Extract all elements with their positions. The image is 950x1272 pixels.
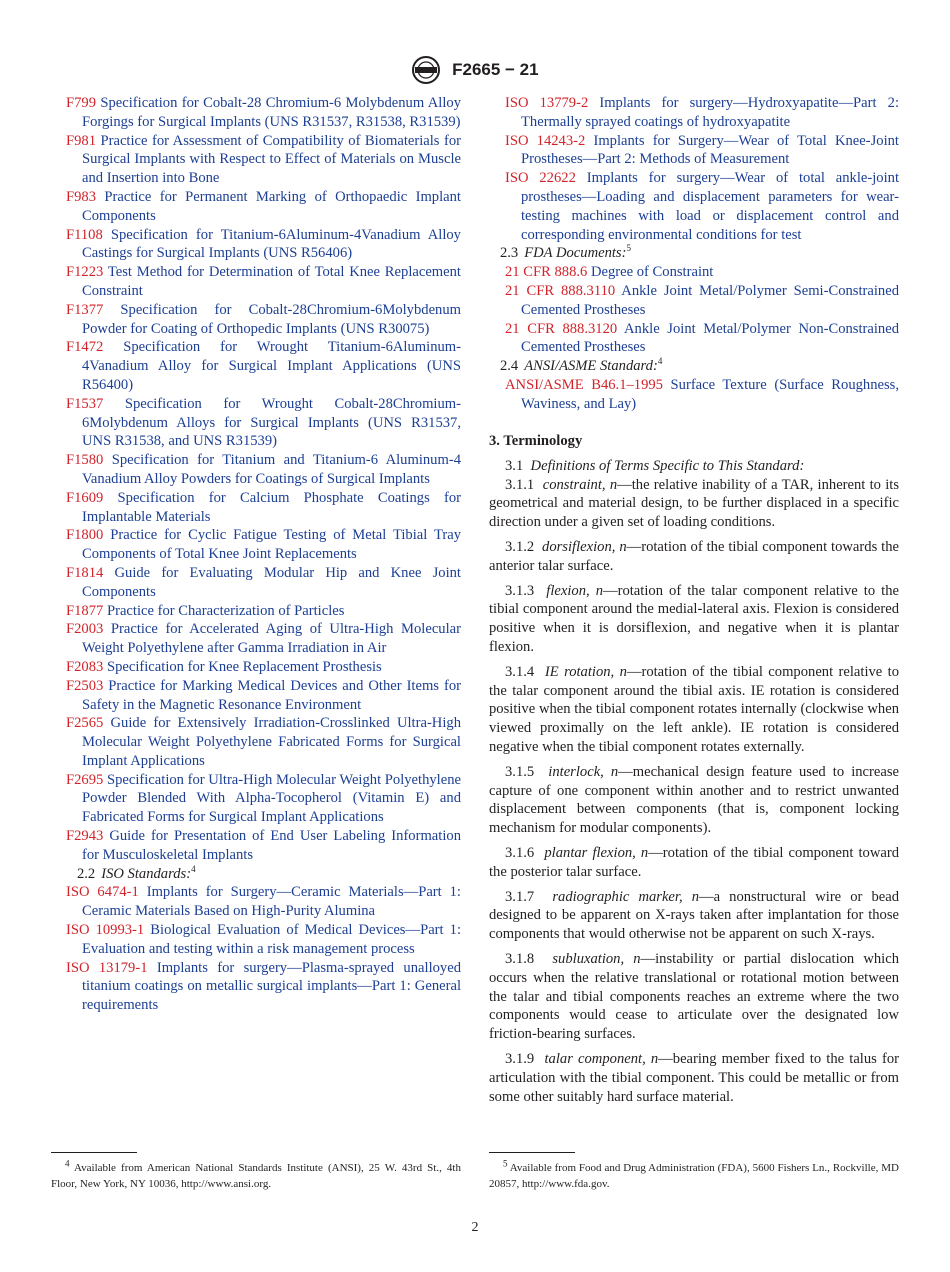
astm-reference-item[interactable] bbox=[66, 564, 461, 602]
reference-title[interactable]: Guide for Evaluating Modular Hip and Knee Joint Components bbox=[82, 564, 461, 600]
iso-reference-item[interactable] bbox=[505, 169, 899, 244]
definition-item bbox=[489, 538, 899, 576]
astm-reference-item[interactable] bbox=[66, 451, 461, 489]
reference-code[interactable]: 21 CFR 888.3110 bbox=[505, 282, 616, 299]
reference-code[interactable]: F1580 bbox=[66, 452, 104, 469]
fda-reference-item[interactable] bbox=[505, 282, 899, 320]
reference-title[interactable]: Specification for Knee Replacement Prosthesis bbox=[106, 658, 382, 675]
astm-reference-item[interactable] bbox=[66, 226, 461, 264]
astm-reference-item[interactable] bbox=[66, 188, 461, 226]
reference-title[interactable]: Practice for Accelerated Aging of Ultra-High Molecular Weight Polyethylene after Gamma Irradiation in Air bbox=[82, 621, 462, 657]
reference-title[interactable]: Implants for Surgery—Wear of Total Knee-Joint Prostheses—Part 2: Methods of Measurement bbox=[521, 132, 899, 168]
astm-reference-item[interactable] bbox=[66, 263, 461, 301]
astm-reference-list bbox=[66, 94, 461, 865]
iso-reference-item[interactable] bbox=[66, 883, 461, 921]
reference-code[interactable]: F981 bbox=[66, 132, 97, 149]
definition-text: —the relative inability of a TAR, inherent to its geometrical and material design, to be further displaced in a specific direction under a given set of loading conditions. bbox=[489, 476, 900, 531]
reference-title[interactable]: Implants for surgery—Plasma-sprayed unalloyed titanium coatings on metallic surgical implants—Part 1: General requirements bbox=[82, 959, 461, 1014]
definition-text: —bearing member fixed to the talus for articulation with the tibial component. This could be metallic or from some other suitably hard surface material. bbox=[489, 1050, 899, 1105]
reference-title[interactable]: Ankle Joint Metal/Polymer Semi-Constrained Cemented Prostheses bbox=[521, 282, 899, 318]
definition-term: radiographic marker, n bbox=[552, 888, 699, 905]
footnote-text: $^4$ Available from American National Standards Institute (ANSI), 25 W. 43rd St., 4th Floor, New York, NY 10036, http://www.ansi.org. bbox=[51, 1158, 461, 1190]
definition-term: constraint, n bbox=[542, 476, 618, 493]
reference-code[interactable]: ISO 22622 bbox=[505, 170, 576, 187]
fda-reference-item[interactable] bbox=[505, 320, 899, 358]
reference-title[interactable]: Specification for Cobalt-28 Chromium-6 Molybdenum Alloy Forgings for Surgical Implants (UNS R31537, R31538, R31539) bbox=[82, 95, 461, 130]
reference-code[interactable]: 21 CFR 888.6 bbox=[505, 264, 588, 281]
reference-code[interactable]: ANSI/ASME B46.1–1995 bbox=[505, 376, 663, 393]
reference-title[interactable]: Implants for surgery—Wear of total ankle-joint prostheses—Loading and displacement parameters for wear-testing machines with load or displacement control and corresponding environmental conditions for test bbox=[521, 170, 899, 243]
terminology-heading: 3. Terminology bbox=[489, 433, 583, 449]
reference-code[interactable]: F1472 bbox=[66, 339, 104, 356]
astm-reference-item[interactable] bbox=[66, 827, 461, 865]
definition-item bbox=[489, 950, 899, 1044]
definition-number: 3.1.1 bbox=[505, 476, 535, 493]
left-column bbox=[66, 94, 461, 1015]
reference-title[interactable]: Practice for Characterization of Particles bbox=[106, 602, 345, 619]
reference-code[interactable]: F2503 bbox=[66, 677, 104, 694]
footnote-rule bbox=[489, 1152, 575, 1153]
iso-reference-item[interactable] bbox=[505, 94, 899, 132]
definition-item bbox=[489, 663, 899, 757]
reference-title[interactable]: Specification for Titanium-6Aluminum-4Vanadium Alloy Castings for Surgical Implants (UNS R56406) bbox=[82, 226, 461, 262]
definition-term: dorsiflexion, n bbox=[542, 538, 627, 555]
reference-title[interactable]: Practice for Cyclic Fatigue Testing of Metal Tibial Tray Components of Total Knee Joint Replacements bbox=[82, 527, 461, 563]
reference-title[interactable]: Specification for Cobalt-28Chromium-6Molybdenum Powder for Coating of Orthopedic Implants (UNS R30075) bbox=[82, 301, 461, 337]
astm-reference-item[interactable] bbox=[66, 301, 461, 339]
definition-item bbox=[489, 1050, 899, 1106]
definition-number: 3.1.4 bbox=[505, 663, 535, 680]
definition-text: —a nonstructural wire or bead designed to be apparent on X-rays taken after implantation for those components that would otherwise not be apparent on such X-rays. bbox=[489, 888, 900, 943]
reference-title[interactable]: Ankle Joint Metal/Polymer Non-Constrained Cemented Prostheses bbox=[521, 320, 900, 356]
definition-number: 3.1.5 bbox=[505, 763, 535, 780]
definition-text: —mechanical design feature used to increase capture of one component within another and to restrict unwanted displacement between components (that is, component locking mechanism for modular components). bbox=[489, 763, 899, 837]
reference-code[interactable]: ISO 10993-1 bbox=[66, 922, 145, 939]
astm-reference-item[interactable] bbox=[66, 602, 461, 621]
definition-text: —instability or partial dislocation which occurs when the relative translational or rotational motion between the talar and tibial components reaches an extreme where the two components would cease to articulate over the designated low friction-bearing surfaces. bbox=[489, 950, 899, 1043]
iso-reference-list-left bbox=[66, 883, 461, 1015]
astm-reference-item[interactable] bbox=[66, 338, 461, 394]
reference-title[interactable]: Practice for Assessment of Compatibility of Biomaterials for Surgical Implants with Respect to Effect of Materials on Muscle and Insertion into Bone bbox=[82, 132, 461, 187]
definition-term: plantar flexion, n bbox=[544, 844, 649, 861]
definition-item bbox=[489, 763, 899, 838]
terminology-section bbox=[489, 410, 899, 1112]
ansi-standard-heading: 2.4 ANSI/ASME Standard:$^4$ bbox=[499, 356, 663, 375]
reference-code[interactable]: ISO 6474-1 bbox=[66, 884, 139, 901]
reference-code[interactable]: F1377 bbox=[66, 301, 104, 318]
definition-text: —rotation of the tibial component toward the posterior talar surface. bbox=[489, 844, 900, 880]
reference-code[interactable]: F1223 bbox=[66, 264, 104, 281]
astm-reference-item[interactable] bbox=[66, 395, 461, 451]
definition-text: —rotation of the tibial component towards the anterior talar surface. bbox=[489, 538, 899, 574]
definition-item bbox=[489, 844, 899, 882]
reference-code[interactable]: ISO 14243-2 bbox=[505, 132, 586, 149]
definition-number: 3.1.2 bbox=[505, 538, 535, 555]
reference-title[interactable]: Guide for Extensively Irradiation-Crosslinked Ultra-High Molecular Weight Polyethylene Fabricated Forms for Surgical Implant Applications bbox=[82, 715, 461, 769]
reference-title[interactable]: Practice for Permanent Marking of Orthopaedic Implant Components bbox=[82, 188, 461, 224]
astm-reference-item[interactable] bbox=[66, 658, 461, 677]
footnote-rule bbox=[51, 1152, 137, 1153]
reference-title[interactable]: Degree of Constraint bbox=[590, 264, 714, 281]
reference-code[interactable]: F1537 bbox=[66, 395, 104, 412]
reference-title[interactable]: Surface Texture (Surface Roughness, Waviness, and Lay) bbox=[521, 376, 900, 412]
reference-title[interactable]: Test Method for Determination of Total Knee Replacement Constraint bbox=[82, 264, 461, 299]
reference-title[interactable]: Specification for Calcium Phosphate Coatings for Implantable Materials bbox=[82, 489, 461, 525]
iso-reference-list-right bbox=[505, 94, 899, 244]
definition-term: talar component, n bbox=[544, 1050, 659, 1067]
footnote-right bbox=[489, 1152, 899, 1192]
definition-list bbox=[489, 476, 899, 1107]
fda-documents-heading: 2.3 FDA Documents:$^5$ bbox=[499, 243, 631, 262]
definition-number: 3.1.3 bbox=[505, 582, 535, 599]
reference-title[interactable]: Guide for Presentation of End User Labeling Information for Musculoskeletal Implants bbox=[82, 828, 461, 863]
reference-code[interactable]: 21 CFR 888.3120 bbox=[505, 320, 618, 337]
right-column-refs bbox=[499, 94, 900, 414]
definition-item bbox=[489, 888, 899, 944]
astm-reference-item[interactable] bbox=[66, 677, 461, 715]
reference-code[interactable]: F2003 bbox=[66, 621, 104, 638]
reference-code[interactable]: F2565 bbox=[66, 715, 104, 732]
astm-logo-icon bbox=[411, 55, 441, 85]
reference-code[interactable]: ISO 13779-2 bbox=[505, 95, 589, 111]
definition-number: 3.1.6 bbox=[505, 844, 535, 861]
document-designation: F2665 − 21 bbox=[452, 60, 539, 79]
reference-code[interactable]: F1609 bbox=[66, 489, 104, 506]
astm-reference-item[interactable] bbox=[66, 132, 461, 188]
reference-code[interactable]: F799 bbox=[66, 95, 97, 111]
ansi-reference-item[interactable] bbox=[505, 376, 899, 414]
iso-reference-item[interactable] bbox=[66, 921, 461, 959]
fda-reference-list bbox=[505, 263, 899, 357]
reference-code[interactable]: F2695 bbox=[66, 771, 104, 788]
definition-term: flexion, n bbox=[546, 582, 603, 599]
reference-code[interactable]: F1800 bbox=[66, 527, 104, 544]
reference-code[interactable]: F1814 bbox=[66, 564, 104, 581]
reference-title[interactable]: Specification for Titanium and Titanium-6 Aluminum-4 Vanadium Alloy Powders for Coatings of Surgical Implants bbox=[82, 452, 461, 487]
reference-title[interactable]: Implants for surgery—Hydroxyapatite—Part 2: Thermally sprayed coatings of hydroxyapatite bbox=[521, 95, 899, 130]
reference-title[interactable]: Practice for Marking Medical Devices and Other Items for Safety in the Magnetic Resonance Environment bbox=[82, 677, 461, 713]
astm-reference-item[interactable] bbox=[66, 489, 461, 527]
fda-reference-item[interactable] bbox=[505, 263, 899, 282]
reference-title[interactable]: Specification for Wrought Cobalt-28Chromium-6Molybdenum Alloys for Surgical Implants (UNS R31537, UNS R31538, and UNS R31539) bbox=[82, 395, 461, 450]
iso-standards-heading: 2.2 ISO Standards:$^4$ bbox=[76, 863, 196, 882]
reference-code[interactable]: ISO 13179-1 bbox=[66, 959, 148, 976]
reference-code[interactable]: F1108 bbox=[66, 226, 103, 243]
definition-term: interlock, n bbox=[548, 763, 619, 780]
definition-item bbox=[489, 582, 899, 657]
astm-reference-item[interactable] bbox=[66, 714, 461, 770]
reference-code[interactable]: F983 bbox=[66, 188, 97, 205]
definition-term: subluxation, n bbox=[552, 950, 641, 967]
reference-code[interactable]: F1877 bbox=[66, 602, 104, 619]
ansi-reference-list bbox=[505, 376, 899, 414]
definition-number: 3.1.8 bbox=[505, 950, 535, 967]
definition-text: —rotation of the tibial component relative to the talar component around the tibial axis. IE rotation is considered positive when the tibial component rotates internally (clockwise when viewed proximally on the left ankle). IE rotation is considered negative when the tibial component rotates externally. bbox=[489, 663, 899, 755]
astm-reference-item[interactable] bbox=[66, 94, 461, 132]
reference-title[interactable]: Biological Evaluation of Medical Devices—Part 1: Evaluation and testing within a risk management process bbox=[82, 922, 461, 957]
astm-reference-item[interactable] bbox=[66, 620, 461, 658]
astm-reference-item[interactable] bbox=[66, 771, 461, 827]
definition-item bbox=[489, 476, 899, 532]
page-header bbox=[0, 55, 950, 85]
definition-text: —rotation of the talar component relative to the tibial component around the medial-lateral axis. Flexion is considered positive when it is dorsiflexion, and negative when it is plantar flexion. bbox=[489, 582, 900, 655]
iso-reference-item[interactable] bbox=[505, 132, 899, 170]
reference-title[interactable]: Implants for Surgery—Ceramic Materials—Part 1: Ceramic Materials Based on High-Purity Alumina bbox=[82, 884, 461, 920]
reference-title[interactable]: Specification for Ultra-High Molecular Weight Polyethylene Powder Blended With Alpha-Tocopherol (Vitamin E) and Fabricated Forms for Surgical Implant Applications bbox=[82, 771, 461, 826]
definition-number: 3.1.7 bbox=[505, 888, 535, 905]
iso-reference-item[interactable] bbox=[66, 959, 461, 1015]
reference-title[interactable]: Specification for Wrought Titanium-6Aluminum-4Vanadium Alloy for Surgical Implant Applications (UNS R56400) bbox=[82, 339, 461, 393]
definition-number: 3.1.9 bbox=[505, 1050, 535, 1067]
reference-code[interactable]: F2943 bbox=[66, 828, 104, 845]
footnote-left bbox=[51, 1152, 461, 1192]
reference-code[interactable]: F2083 bbox=[66, 658, 104, 675]
astm-reference-item[interactable] bbox=[66, 526, 461, 564]
footnote-text: $^5$ Available from Food and Drug Administration (FDA), 5600 Fishers Ln., Rockville, MD 20857, http://www.fda.gov. bbox=[489, 1158, 899, 1190]
definition-term: IE rotation, n bbox=[544, 663, 627, 680]
page-number: 2 bbox=[471, 1220, 479, 1235]
definitions-heading: 3.1 Definitions of Terms Specific to This Standard: bbox=[505, 457, 805, 474]
